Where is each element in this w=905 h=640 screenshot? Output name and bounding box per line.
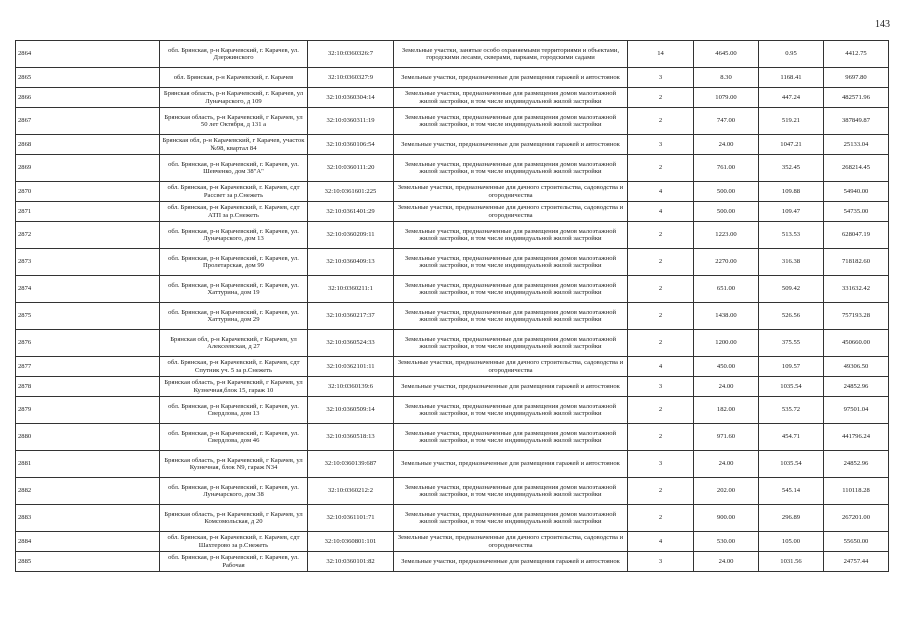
row-category: 3 <box>628 377 694 397</box>
row-rate: 375.55 <box>759 330 824 357</box>
row-rate: 447.24 <box>759 88 824 108</box>
row-cadastral-value: 54940.00 <box>824 182 889 202</box>
row-cadastral-value: 24757.44 <box>824 552 889 572</box>
row-address: обл. Брянская, р-н Карачевский, г. Карачев, сдт Рассвет за р.Снежеть <box>160 182 308 202</box>
row-number: 2881 <box>16 451 160 478</box>
table-row <box>16 397 889 424</box>
row-cadastral-number: 32:10:0361601:225 <box>308 182 394 202</box>
row-area: 202.00 <box>694 478 759 505</box>
row-category: 3 <box>628 552 694 572</box>
row-land-purpose: Земельные участки, предназначенные для размещения домов малоэтажной жилой застройки, в том числе индивидуальной жилой застройки <box>394 155 628 182</box>
row-address: обл. Брянская, р-н Карачевский, г. Карачев, ул. Рабочая <box>160 552 308 572</box>
row-number: 2875 <box>16 303 160 330</box>
table-row <box>16 532 889 552</box>
row-area: 500.00 <box>694 202 759 222</box>
row-area: 24.00 <box>694 451 759 478</box>
row-area: 1223.00 <box>694 222 759 249</box>
row-address: обл. Брянская, р-н Карачевский, г. Карачев <box>160 68 308 88</box>
row-area: 747.00 <box>694 108 759 135</box>
row-category: 2 <box>628 108 694 135</box>
row-cadastral-value: 387849.87 <box>824 108 889 135</box>
row-land-purpose: Земельные участки, предназначенные для размещения домов малоэтажной жилой застройки, в том числе индивидуальной жилой застройки <box>394 88 628 108</box>
row-rate: 296.89 <box>759 505 824 532</box>
row-cadastral-number: 32:10:0360209:11 <box>308 222 394 249</box>
table-row <box>16 182 889 202</box>
row-address: обл. Брянская, р-н Карачевский, г. Карачев, ул. Луначарского, дом 38 <box>160 478 308 505</box>
row-number: 2880 <box>16 424 160 451</box>
row-address: обл. Брянская, р-н Карачевский, г. Карачев, сдт АТП за р.Снежеть <box>160 202 308 222</box>
row-number: 2883 <box>16 505 160 532</box>
row-address: обл. Брянская, р-н Карачевский, г. Карачев, ул. Свердлова, дом 46 <box>160 424 308 451</box>
table-row <box>16 451 889 478</box>
row-address: Брянская область, р-н Карачевский, г Карачев, ул Комсомольская, д 20 <box>160 505 308 532</box>
row-address: обл. Брянская, р-н Карачевский, г. Карачев, сдт Спутник уч. 5 за р.Снежеть <box>160 357 308 377</box>
row-category: 2 <box>628 222 694 249</box>
row-number: 2884 <box>16 532 160 552</box>
row-category: 2 <box>628 155 694 182</box>
row-area: 450.00 <box>694 357 759 377</box>
row-cadastral-number: 32:10:0360801:101 <box>308 532 394 552</box>
row-area: 1079.00 <box>694 88 759 108</box>
row-land-purpose: Земельные участки, предназначенные для размещения домов малоэтажной жилой застройки, в том числе индивидуальной жилой застройки <box>394 424 628 451</box>
row-cadastral-number: 32:10:0361101:71 <box>308 505 394 532</box>
row-cadastral-number: 32:10:0360409:13 <box>308 249 394 276</box>
table-row <box>16 41 889 68</box>
row-number: 2878 <box>16 377 160 397</box>
row-area: 4645.00 <box>694 41 759 68</box>
row-cadastral-number: 32:10:0360217:37 <box>308 303 394 330</box>
row-number: 2868 <box>16 135 160 155</box>
row-area: 1438.00 <box>694 303 759 330</box>
row-land-purpose: Земельные участки, предназначенные для размещения домов малоэтажной жилой застройки, в том числе индивидуальной жилой застройки <box>394 397 628 424</box>
row-number: 2873 <box>16 249 160 276</box>
row-category: 3 <box>628 135 694 155</box>
row-rate: 519.21 <box>759 108 824 135</box>
row-cadastral-value: 25133.04 <box>824 135 889 155</box>
row-cadastral-number: 32:10:0360211:1 <box>308 276 394 303</box>
row-cadastral-value: 331632.42 <box>824 276 889 303</box>
row-category: 2 <box>628 478 694 505</box>
row-category: 2 <box>628 276 694 303</box>
table-row <box>16 108 889 135</box>
row-cadastral-number: 32:10:0362101:11 <box>308 357 394 377</box>
table-row <box>16 155 889 182</box>
row-cadastral-value: 24852.96 <box>824 377 889 397</box>
table-row <box>16 222 889 249</box>
row-rate: 513.53 <box>759 222 824 249</box>
row-cadastral-number: 32:10:0360326:7 <box>308 41 394 68</box>
row-land-purpose: Земельные участки, предназначенные для размещения домов малоэтажной жилой застройки, в том числе индивидуальной жилой застройки <box>394 303 628 330</box>
row-cadastral-number: 32:10:0360524:33 <box>308 330 394 357</box>
row-rate: 526.56 <box>759 303 824 330</box>
row-rate: 545.14 <box>759 478 824 505</box>
row-area: 182.00 <box>694 397 759 424</box>
table-row <box>16 330 889 357</box>
row-rate: 535.72 <box>759 397 824 424</box>
row-area: 500.00 <box>694 182 759 202</box>
row-cadastral-number: 32:10:0360212:2 <box>308 478 394 505</box>
row-address: обл. Брянская, р-н Карачевский, г. Карачев, ул. Шевченко, дом 38"А" <box>160 155 308 182</box>
row-cadastral-value: 450660.00 <box>824 330 889 357</box>
row-area: 2270.00 <box>694 249 759 276</box>
table-row <box>16 357 889 377</box>
row-address: обл. Брянская, р-н Карачевский, г. Карачев, ул. Свердлова, дом 13 <box>160 397 308 424</box>
row-number: 2882 <box>16 478 160 505</box>
row-cadastral-number: 32:10:0360518:13 <box>308 424 394 451</box>
row-cadastral-value: 55650.00 <box>824 532 889 552</box>
row-land-purpose: Земельные участки, предназначенные для размещения домов малоэтажной жилой застройки, в том числе индивидуальной жилой застройки <box>394 505 628 532</box>
table-row <box>16 303 889 330</box>
table-row <box>16 377 889 397</box>
row-area: 900.00 <box>694 505 759 532</box>
row-area: 530.00 <box>694 532 759 552</box>
row-rate: 1035.54 <box>759 451 824 478</box>
row-rate: 109.88 <box>759 182 824 202</box>
row-address: Брянская область, р-н Карачевский, г Карачев, ул 50 лет Октября, д 131 а <box>160 108 308 135</box>
row-cadastral-value: 49306.50 <box>824 357 889 377</box>
row-number: 2879 <box>16 397 160 424</box>
row-area: 8.30 <box>694 68 759 88</box>
row-cadastral-number: 32:10:0360304:14 <box>308 88 394 108</box>
row-number: 2874 <box>16 276 160 303</box>
row-category: 2 <box>628 424 694 451</box>
table-row <box>16 505 889 532</box>
row-number: 2885 <box>16 552 160 572</box>
row-category: 2 <box>628 88 694 108</box>
row-category: 4 <box>628 357 694 377</box>
row-cadastral-value: 4412.75 <box>824 41 889 68</box>
row-land-purpose: Земельные участки, предназначенные для размещения домов малоэтажной жилой застройки, в том числе индивидуальной жилой застройки <box>394 108 628 135</box>
row-cadastral-number: 32:10:0360139:6 <box>308 377 394 397</box>
row-land-purpose: Земельные участки, предназначенные для дачного строительства, садоводства и огородничества <box>394 532 628 552</box>
row-address: обл. Брянская, р-н Карачевский, г. Карачев, ул. Луначарского, дом 13 <box>160 222 308 249</box>
row-cadastral-number: 32:10:0360509:14 <box>308 397 394 424</box>
row-cadastral-value: 54735.00 <box>824 202 889 222</box>
row-rate: 0.95 <box>759 41 824 68</box>
row-number: 2866 <box>16 88 160 108</box>
row-address: Брянская обл, р-н Карачевский, г Карачев, участок №98, квартал 84 <box>160 135 308 155</box>
page-number: 143 <box>875 19 890 30</box>
row-category: 4 <box>628 532 694 552</box>
row-land-purpose: Земельные участки, предназначенные для размещения домов малоэтажной жилой застройки, в том числе индивидуальной жилой застройки <box>394 276 628 303</box>
row-category: 14 <box>628 41 694 68</box>
row-address: обл. Брянская, р-н Карачевский, г. Карачев, ул. Дзержинского <box>160 41 308 68</box>
row-cadastral-number: 32:10:0360311:19 <box>308 108 394 135</box>
row-cadastral-value: 110118.28 <box>824 478 889 505</box>
row-address: обл. Брянская, р-н Карачевский, г. Карачев, ул. Хаттурина, дом 19 <box>160 276 308 303</box>
row-rate: 105.00 <box>759 532 824 552</box>
table-row <box>16 68 889 88</box>
row-cadastral-value: 628047.19 <box>824 222 889 249</box>
row-cadastral-number: 32:10:0360111:20 <box>308 155 394 182</box>
row-category: 3 <box>628 451 694 478</box>
row-land-purpose: Земельные участки, предназначенные для размещения гаражей и автостоянок <box>394 377 628 397</box>
row-category: 2 <box>628 505 694 532</box>
row-category: 2 <box>628 397 694 424</box>
row-number: 2876 <box>16 330 160 357</box>
registry-body <box>16 41 889 572</box>
row-cadastral-number: 32:10:0361401:29 <box>308 202 394 222</box>
row-rate: 1031.56 <box>759 552 824 572</box>
row-category: 4 <box>628 182 694 202</box>
row-number: 2869 <box>16 155 160 182</box>
row-cadastral-number: 32:10:0360139:687 <box>308 451 394 478</box>
row-rate: 109.57 <box>759 357 824 377</box>
row-area: 971.60 <box>694 424 759 451</box>
row-rate: 1047.21 <box>759 135 824 155</box>
row-land-purpose: Земельные участки, занятые особо охраняемыми территориями и объектами, городскими лесами, скверами, парками, городскими садами <box>394 41 628 68</box>
row-area: 24.00 <box>694 377 759 397</box>
row-land-purpose: Земельные участки, предназначенные для размещения домов малоэтажной жилой застройки, в том числе индивидуальной жилой застройки <box>394 249 628 276</box>
row-category: 2 <box>628 330 694 357</box>
row-address: обл. Брянская, р-н Карачевский, г. Карачев, ул. Пролетарская, дом 99 <box>160 249 308 276</box>
row-land-purpose: Земельные участки, предназначенные для размещения гаражей и автостоянок <box>394 68 628 88</box>
row-rate: 454.71 <box>759 424 824 451</box>
row-cadastral-value: 482571.96 <box>824 88 889 108</box>
row-number: 2870 <box>16 182 160 202</box>
row-number: 2877 <box>16 357 160 377</box>
row-land-purpose: Земельные участки, предназначенные для размещения гаражей и автостоянок <box>394 552 628 572</box>
table-row <box>16 249 889 276</box>
row-category: 2 <box>628 249 694 276</box>
row-address: Брянская область, р-н Карачевский, г Карачев, ул Кузнечная, блок N9, гараж N34 <box>160 451 308 478</box>
table-row <box>16 202 889 222</box>
row-cadastral-value: 267201.00 <box>824 505 889 532</box>
row-area: 24.00 <box>694 552 759 572</box>
table-row <box>16 424 889 451</box>
row-category: 3 <box>628 68 694 88</box>
row-number: 2865 <box>16 68 160 88</box>
row-address: Брянская область, р-н Карачевский, г. Карачев, ул Луначарского, д 109 <box>160 88 308 108</box>
row-area: 24.00 <box>694 135 759 155</box>
row-land-purpose: Земельные участки, предназначенные для дачного строительства, садоводства и огородничества <box>394 182 628 202</box>
table-row <box>16 276 889 303</box>
row-land-purpose: Земельные участки, предназначенные для размещения домов малоэтажной жилой застройки, в том числе индивидуальной жилой застройки <box>394 222 628 249</box>
table-row <box>16 552 889 572</box>
row-area: 651.00 <box>694 276 759 303</box>
row-cadastral-value: 9697.80 <box>824 68 889 88</box>
row-rate: 1168.41 <box>759 68 824 88</box>
row-category: 4 <box>628 202 694 222</box>
row-address: Брянская обл, р-н Карачевский, г Карачев, ул Алексеевская, д 27 <box>160 330 308 357</box>
row-rate: 109.47 <box>759 202 824 222</box>
row-rate: 352.45 <box>759 155 824 182</box>
row-cadastral-number: 32:10:0360327:9 <box>308 68 394 88</box>
row-area: 1200.00 <box>694 330 759 357</box>
table-row <box>16 88 889 108</box>
row-cadastral-value: 441796.24 <box>824 424 889 451</box>
row-rate: 316.38 <box>759 249 824 276</box>
row-cadastral-value: 757193.28 <box>824 303 889 330</box>
row-address: Брянская область, р-н Карачевский, г Карачев, ул Кузнечная,блок 15, гараж 10 <box>160 377 308 397</box>
row-address: обл. Брянская, р-н Карачевский, г. Карачев, сдт Шахтерово за р.Снежеть <box>160 532 308 552</box>
row-category: 2 <box>628 303 694 330</box>
row-address: обл. Брянская, р-н Карачевский, г. Карачев, ул. Хаттурина, дом 29 <box>160 303 308 330</box>
row-land-purpose: Земельные участки, предназначенные для размещения гаражей и автостоянок <box>394 135 628 155</box>
row-rate: 1035.54 <box>759 377 824 397</box>
row-cadastral-value: 268214.45 <box>824 155 889 182</box>
registry-table <box>15 40 889 572</box>
row-number: 2871 <box>16 202 160 222</box>
row-number: 2872 <box>16 222 160 249</box>
row-land-purpose: Земельные участки, предназначенные для дачного строительства, садоводства и огородничества <box>394 202 628 222</box>
row-cadastral-number: 32:10:0360101:82 <box>308 552 394 572</box>
row-land-purpose: Земельные участки, предназначенные для размещения домов малоэтажной жилой застройки, в том числе индивидуальной жилой застройки <box>394 478 628 505</box>
row-cadastral-number: 32:10:0360106:54 <box>308 135 394 155</box>
row-cadastral-value: 718182.60 <box>824 249 889 276</box>
row-land-purpose: Земельные участки, предназначенные для размещения гаражей и автостоянок <box>394 451 628 478</box>
table-row <box>16 135 889 155</box>
row-land-purpose: Земельные участки, предназначенные для дачного строительства, садоводства и огородничества <box>394 357 628 377</box>
row-land-purpose: Земельные участки, предназначенные для размещения домов малоэтажной жилой застройки, в том числе индивидуальной жилой застройки <box>394 330 628 357</box>
row-rate: 509.42 <box>759 276 824 303</box>
row-cadastral-value: 24852.96 <box>824 451 889 478</box>
row-number: 2867 <box>16 108 160 135</box>
row-number: 2864 <box>16 41 160 68</box>
row-cadastral-value: 97501.04 <box>824 397 889 424</box>
table-row <box>16 478 889 505</box>
row-area: 761.00 <box>694 155 759 182</box>
